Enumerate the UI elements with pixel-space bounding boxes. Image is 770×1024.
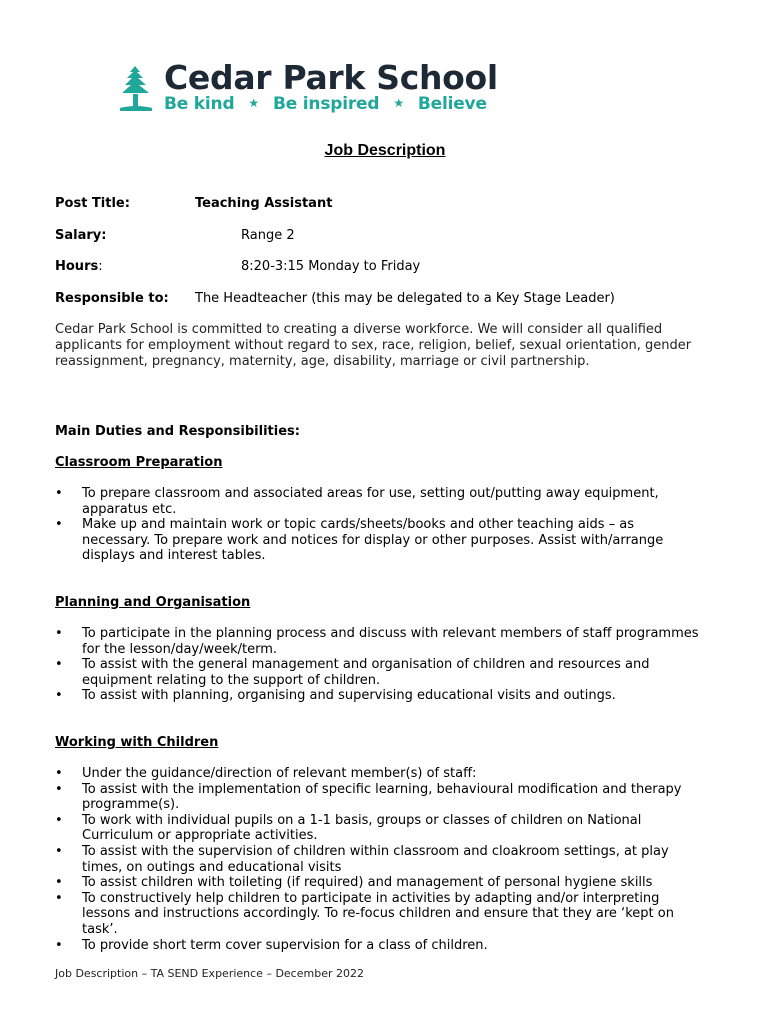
post-title-field — [55, 196, 333, 211]
salary-value: Range 2 — [241, 228, 295, 243]
star-icon: ★ — [393, 96, 404, 110]
page-title: Job Description — [324, 142, 446, 159]
list-item: • To participate in the planning process and discuss with relevant members of staff programmes for the lesson/day/week/term. — [55, 626, 699, 657]
classroom-preparation-list — [55, 486, 705, 564]
page-footer: Job Description – TA SEND Experience – December 2022 — [55, 967, 364, 980]
list-item: • To assist with the supervision of children within classroom and cloakroom settings, at play times, on outings and educational visits — [55, 843, 669, 875]
equality-statement: Cedar Park School is committed to creating a diverse workforce. We will consider all qualified applicants for employment without regard to sex, race, religion, belief, sexual orientation, gender reassignment, pregnancy, maternity, age, disability, marriage or civil partnership. — [55, 322, 692, 369]
planning-organisation-list — [55, 626, 705, 704]
hours-value: 8:20-3:15 Monday to Friday — [241, 259, 421, 274]
main-duties-heading: Main Duties and Responsibilities: — [55, 424, 300, 439]
motto-believe: Believe — [417, 94, 487, 114]
star-icon: ★ — [248, 96, 259, 110]
list-item: • To prepare classroom and associated areas for use, setting out/putting away equipment, apparatus etc. — [55, 486, 659, 517]
list-item: • To constructively help children to participate in activities by adapting and/or interpreting lessons and instructions accordingly. To re-focus children and ensure that they are ‘kept on task’. — [55, 890, 674, 937]
list-item: • Under the guidance/direction of relevant member(s) of staff: — [55, 766, 477, 781]
school-name: Cedar Park School — [164, 58, 498, 97]
list-item: • To work with individual pupils on a 1-1 basis, groups or classes of children on National Curriculum or appropriate activities. — [55, 812, 642, 844]
salary-label: Salary: — [55, 228, 107, 243]
working-with-children-list — [55, 766, 705, 953]
list-item: • To assist with the general management and organisation of children and resources and equipment relating to the support of children. — [55, 657, 650, 688]
cedar-tree-icon — [118, 64, 154, 112]
responsible-label: Responsible to: — [55, 291, 169, 306]
hours-field — [55, 259, 421, 274]
list-item: • To assist children with toileting (if required) and management of personal hygiene skills — [55, 875, 653, 891]
list-item: • To assist with planning, organising and supervising educational visits and outings. — [55, 688, 616, 704]
motto-be-inspired: Be inspired — [272, 94, 380, 114]
hours-colon: : — [98, 259, 103, 274]
responsible-value: The Headteacher (this may be delegated to a Key Stage Leader) — [195, 291, 615, 306]
post-title-label: Post Title: — [55, 196, 130, 211]
hours-label: Hours — [55, 259, 99, 274]
school-motto — [164, 94, 487, 114]
salary-field — [55, 228, 295, 243]
list-item: • To assist with the implementation of specific learning, behavioural modification and therapy programme(s). — [55, 781, 682, 813]
post-title-value: Teaching Assistant — [195, 196, 333, 211]
school-logo — [118, 58, 508, 122]
responsible-field — [55, 291, 615, 306]
classroom-preparation-heading: Classroom Preparation — [55, 455, 223, 470]
list-item: • Make up and maintain work or topic cards/sheets/books and other teaching aids – as necessary. To prepare work and notices for display or other purposes. Assist with/arrange displays and interest tables. — [55, 517, 664, 564]
planning-organisation-heading: Planning and Organisation — [55, 595, 251, 610]
working-with-children-heading: Working with Children — [55, 735, 219, 750]
list-item: • To provide short term cover supervision for a class of children. — [55, 937, 488, 953]
motto-be-kind: Be kind — [164, 94, 235, 114]
